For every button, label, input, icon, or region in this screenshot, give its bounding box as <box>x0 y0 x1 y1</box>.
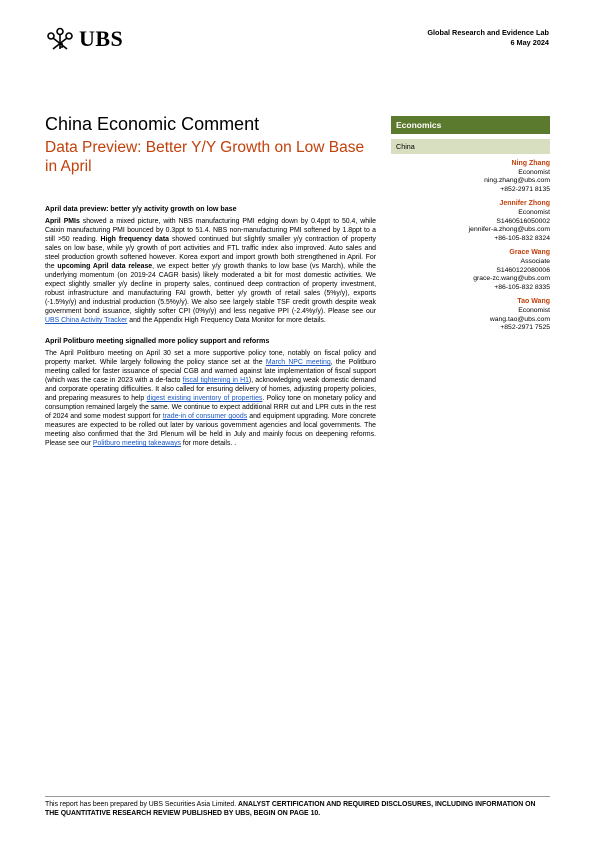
author-card <box>469 200 550 243</box>
trade-in-link[interactable]: trade-in of consumer goods <box>162 413 248 420</box>
ubs-logo <box>45 26 123 52</box>
author-email[interactable]: grace-zc.wang@ubs.com <box>473 275 550 283</box>
section-heading: April Politburo meeting signalled more policy support and reforms <box>45 337 270 345</box>
politburo-takeaways-link[interactable]: Politburo meeting takeaways <box>92 440 181 447</box>
region-label: China <box>391 139 550 154</box>
main-body <box>45 205 376 460</box>
section-heading: April data preview: better y/y activity growth on low base <box>45 205 237 213</box>
logo-text: UBS <box>79 26 124 51</box>
fiscal-tightening-link[interactable]: fiscal tightening in H1 <box>182 377 249 384</box>
author-email[interactable]: wang.tao@ubs.com <box>489 315 550 323</box>
author-license: S1460122080006 <box>496 266 550 274</box>
author-phone: +852-2971 7525 <box>500 324 550 332</box>
author-phone: +86-105-832 8324 <box>494 234 550 242</box>
page-title: China Economic Comment <box>45 114 260 134</box>
author-name: Grace Wang <box>509 249 550 257</box>
author-name: Tao Wang <box>517 298 550 306</box>
author-card <box>469 249 550 292</box>
author-email[interactable]: ning.zhang@ubs.com <box>484 177 550 185</box>
npc-meeting-link[interactable]: March NPC meeting <box>265 359 331 366</box>
text-run: for more details. . <box>181 440 237 447</box>
author-phone: +852-2971 8135 <box>500 185 550 193</box>
author-phone: +86-105-832 8335 <box>494 283 550 291</box>
section-paragraph <box>45 217 376 325</box>
text-run: showed continued but slightly smaller y/y contraction of property sales on low base, while y/y growth of port activities and FTL traffic index also improved. Auto sales and steel production growth softened however. Korea export and import growth both strengthened in April. For the <box>45 236 376 270</box>
author-role: Economist <box>518 208 550 216</box>
footer-plain: This report has been prepared by UBS Securities Asia Limited. <box>45 801 239 808</box>
text-run: , the Politburo meeting called for faster issuance of special CGB and warned against late implementation of fiscal support (which was the case in 2023 with a de-facto <box>45 359 376 384</box>
bold-phrase: April PMIs <box>45 218 80 225</box>
page-subtitle: Data Preview: Better Y/Y Growth on Low Base in April <box>45 139 365 175</box>
footer-divider <box>45 796 550 797</box>
bold-phrase: upcoming April data release <box>57 263 153 270</box>
activity-tracker-link[interactable]: UBS China Activity Tracker <box>45 317 128 324</box>
author-name: Ning Zhang <box>511 160 550 167</box>
text-run: and the Appendix High Frequency Data Monitor for more details. <box>127 317 326 324</box>
property-inventory-link[interactable]: digest existing inventory of properties <box>146 395 263 402</box>
author-role: Economist <box>518 168 550 176</box>
author-license: S1460516050002 <box>496 217 550 225</box>
author-role: Economist <box>518 306 550 314</box>
author-role: Associate <box>520 257 550 265</box>
text-run: , we expect better y/y growth thanks to low base (vs March), while the underlying momentum (on 2019-24 CAGR basis) likely moderated a bit for most domestic activities. We expect slightly smaller y/y decline in property sales, continued deep contraction of property investment, robust infrastructure and manufacturing FAI growth, better y/y growth of retail sales (5%y/y), exports (-1.5%y/y) and industrial production (5.5%y/y). We also see largely stable TSF credit growth despite weak government bond issuance, slightly softer CPI (0%y/y) and less negative PPI (-2.4%y/y). Please see our <box>45 263 377 315</box>
text-run: showed a mixed picture, with NBS manufacturing PMI edging down by 0.4ppt to 50.4, while Caixin manufacturing PMI bounced by 0.3ppt to 51.4. NBS non-manufacturing PMI softened by 1.8ppt to a still >50 reading. <box>45 218 376 243</box>
footer-bold: ANALYST CERTIFICATION AND REQUIRED DISCLOSURES, INCLUDING INFORMATION ON THE QUANTITATIVE RESEARCH REVIEW PUBLISHED BY UBS, BEGIN ON PAGE 10. <box>45 801 536 817</box>
header-meta <box>427 28 549 48</box>
bold-phrase: High frequency data <box>100 236 169 243</box>
author-card <box>469 298 550 332</box>
text-run: ), acknowledging weak domestic demand and corporate operating difficulties. It also called for ensuring delivery of homes, adjusting property policies, and preparing measures to help <box>45 377 377 402</box>
section-label: Economics <box>391 116 550 134</box>
report-date: 6 May 2024 <box>510 38 549 47</box>
author-list <box>469 160 550 339</box>
text-run: The April Politburo meeting on April 30 set a more supportive policy tone, notably on fiscal policy and property market. While largely following the policy stance set at the <box>45 350 376 366</box>
org-name: Global Research and Evidence Lab <box>427 28 549 37</box>
author-card <box>469 160 550 194</box>
keys-icon <box>45 27 75 51</box>
text-run: . Policy tone on monetary policy and consumption remained largely the same. We continue to expect additional RRR cut and LPR cuts in the rest of 2024 and some modest support for <box>45 395 376 420</box>
footer-disclaimer <box>45 800 550 818</box>
author-email[interactable]: jennifer-a.zhong@ubs.com <box>468 226 550 234</box>
text-run: and equipment upgrading. More concrete measures are expected to be rolled out later by various government agencies and local governments. The meeting also confirmed that the 3rd Plenum will be held in July and mainly focus on deepening reforms. Please see our <box>45 413 376 447</box>
author-name: Jennifer Zhong <box>499 200 550 208</box>
section-paragraph <box>45 349 376 448</box>
